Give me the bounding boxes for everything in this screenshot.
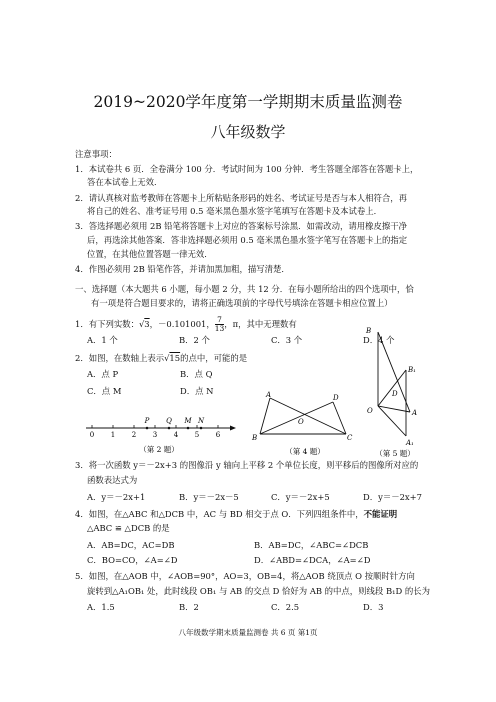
point-n	[200, 427, 203, 430]
vertex-label: A	[412, 409, 418, 417]
q2-option-c[interactable]: C．点 M	[87, 386, 122, 396]
q2-option-b[interactable]: B．点 Q	[180, 369, 213, 379]
question-4-stem: 4．如图，在△ABC 和△DCB 中，AC 与 BD 相交于点 O．下列四组条件中，不能证明	[75, 509, 398, 519]
section-heading-cont: 有一项是符合题目要求的，请将正确选项前的字母代号填涂在答题卡相应位置上）	[91, 298, 393, 308]
vertex-label: D	[333, 394, 339, 402]
q5-option-b[interactable]: B．2	[179, 602, 199, 612]
note-line: 3．答选择题必须用 2B 铅笔将答题卡上对应的答案标号涂黑．如需改动，请用橡皮擦干净	[75, 221, 408, 231]
q2-option-d[interactable]: D．点 N	[180, 386, 214, 396]
segment-ac	[270, 398, 346, 434]
emphasis-text: 不能证明	[363, 509, 398, 519]
page-footer: 八年级数学期末质量监测卷 共 6 页 第1页	[178, 628, 318, 637]
q4-option-a[interactable]: A．AB=DC，AC=DB	[87, 540, 175, 550]
question-5-stem-cont: 旋转到△A₁OB₁ 处，此时线段 OB₁ 与 AB 的交点 D 恰好为 AB 的中点，则线段 B₁D 的长为	[87, 586, 430, 596]
q4-option-b[interactable]: B．AB=DC，∠ABC=∠DCB	[254, 540, 369, 550]
point-p	[146, 427, 149, 430]
vertex-label: D	[392, 390, 398, 398]
vertex-label: A₁	[406, 439, 414, 447]
question-1-stem: 1．有下列实数：√3，－0.101001， $\frac{7}{13}$ ，π，其中无理数有	[75, 315, 297, 333]
q4-option-d[interactable]: D．∠ABD=∠DCA，∠A=∠D	[254, 555, 371, 565]
question-3-stem: 3．将一次函数 y＝－2x+3 的图像沿 y 轴向上平移 2 个单位长度，则平移后的图像所对应的	[75, 460, 419, 470]
q1-option-b[interactable]: B．2 个	[179, 335, 210, 345]
note-line: 将自己的姓名、准考证号用 0.5 毫米黑色墨水签字笔填写在答题卡及本试卷上．	[87, 206, 383, 216]
note-line: 2．请认真核对监考教师在答题卡上所粘贴条形码的姓名、考试证号是否与本人相符合，再	[75, 193, 407, 203]
q5-option-a[interactable]: A．1.5	[87, 602, 115, 612]
tick-label: 1	[110, 431, 116, 439]
q3-option-d[interactable]: D．y＝－2x+7	[363, 492, 422, 502]
tick-label: 6	[215, 431, 221, 439]
q3-option-b[interactable]: B．y＝－2x－5	[179, 492, 239, 502]
tick-label: 5	[194, 431, 200, 439]
number-line-figure	[80, 414, 238, 456]
q5-option-c[interactable]: C．2.5	[271, 602, 300, 612]
note-line: 位置，在其他位置答题一律无效．	[87, 249, 213, 259]
vertex-label: B	[252, 434, 258, 442]
question-3-stem-cont: 函数表达式为	[87, 475, 138, 485]
tick-label: 2	[131, 431, 137, 439]
tick-label: 4	[173, 431, 179, 439]
q3-option-c[interactable]: C．y＝－2x+5	[271, 492, 330, 502]
q3-option-a[interactable]: A．y＝－2x+1	[87, 492, 146, 502]
point-m	[187, 427, 190, 430]
q1-option-c[interactable]: C．3 个	[271, 335, 303, 345]
segment-ab	[260, 398, 270, 434]
question-4-stem-cont: △ABC ≌ △DCB 的是	[87, 523, 170, 533]
vertex-label: O	[367, 407, 373, 415]
q1-option-a[interactable]: A．1 个	[87, 335, 118, 345]
q5-option-d[interactable]: D．3	[363, 602, 384, 612]
tick-label: 0	[89, 431, 95, 439]
point-label: M	[184, 417, 192, 425]
question-2-stem: 2．如图，在数轴上表示√15的点中，可能的是	[75, 353, 248, 363]
exam-subtitle: 八年级数学	[210, 123, 286, 141]
sqrt-symbol: √	[164, 353, 170, 363]
rotation-figure	[362, 324, 432, 458]
note-line: 1．本试卷共 6 页．全卷满分 100 分．考试时间为 100 分钟．考生答题全部答在答题卡上，	[75, 164, 419, 174]
point-q	[168, 427, 171, 430]
figure-caption: （第 5 题）	[375, 449, 415, 458]
tick-label: 3	[152, 431, 158, 439]
vertex-label: C	[347, 434, 353, 442]
exam-title: 2019~2020学年度第一学期期末质量监测卷	[93, 93, 403, 111]
section-heading: 一、选择题（本大题共 6 小题，每小题 2 分，共 12 分．在每小题所给出的四个选项中，恰	[75, 284, 414, 294]
point-label: Q	[166, 417, 172, 425]
vertex-label: B	[366, 327, 372, 335]
figure-caption: （第 2 题）	[139, 445, 179, 454]
question-5-stem: 5．如图，在△AOB 中，∠AOB=90°，AO=3，OB=4，将△AOB 绕顶点 O 按顺时针方向	[75, 571, 415, 581]
sqrt-symbol: √	[138, 319, 145, 329]
vertex-label: A	[266, 391, 272, 399]
point-label: N	[197, 417, 205, 425]
fraction: $\frac{7}{13}$	[214, 315, 225, 333]
notes-heading: 注意事项：	[75, 149, 117, 159]
segment-bd	[260, 402, 333, 434]
vertex-label: B₁	[408, 366, 416, 374]
q2-option-a[interactable]: A．点 P	[87, 369, 119, 379]
vertex-label: O	[298, 418, 304, 426]
q1-option-d[interactable]: D．4 个	[363, 335, 395, 345]
note-line: 后，再选涂其他答案．答非选择题必须用 0.5 毫米黑色墨水签字笔写在答题卡上的指定	[87, 235, 408, 245]
point-label: P	[144, 417, 150, 425]
q4-option-c[interactable]: C．BO=CO，∠A=∠D	[87, 555, 178, 565]
segment-ob1	[378, 370, 406, 406]
axis-arrow	[230, 426, 236, 431]
triangles-figure	[250, 386, 360, 456]
note-line: 4．作图必须用 2B 铅笔作答，并请加黑加粗，描写清楚．	[75, 264, 290, 274]
figure-caption: （第 4 题）	[285, 447, 325, 456]
note-line: 答在本试卷上无效．	[87, 177, 163, 187]
